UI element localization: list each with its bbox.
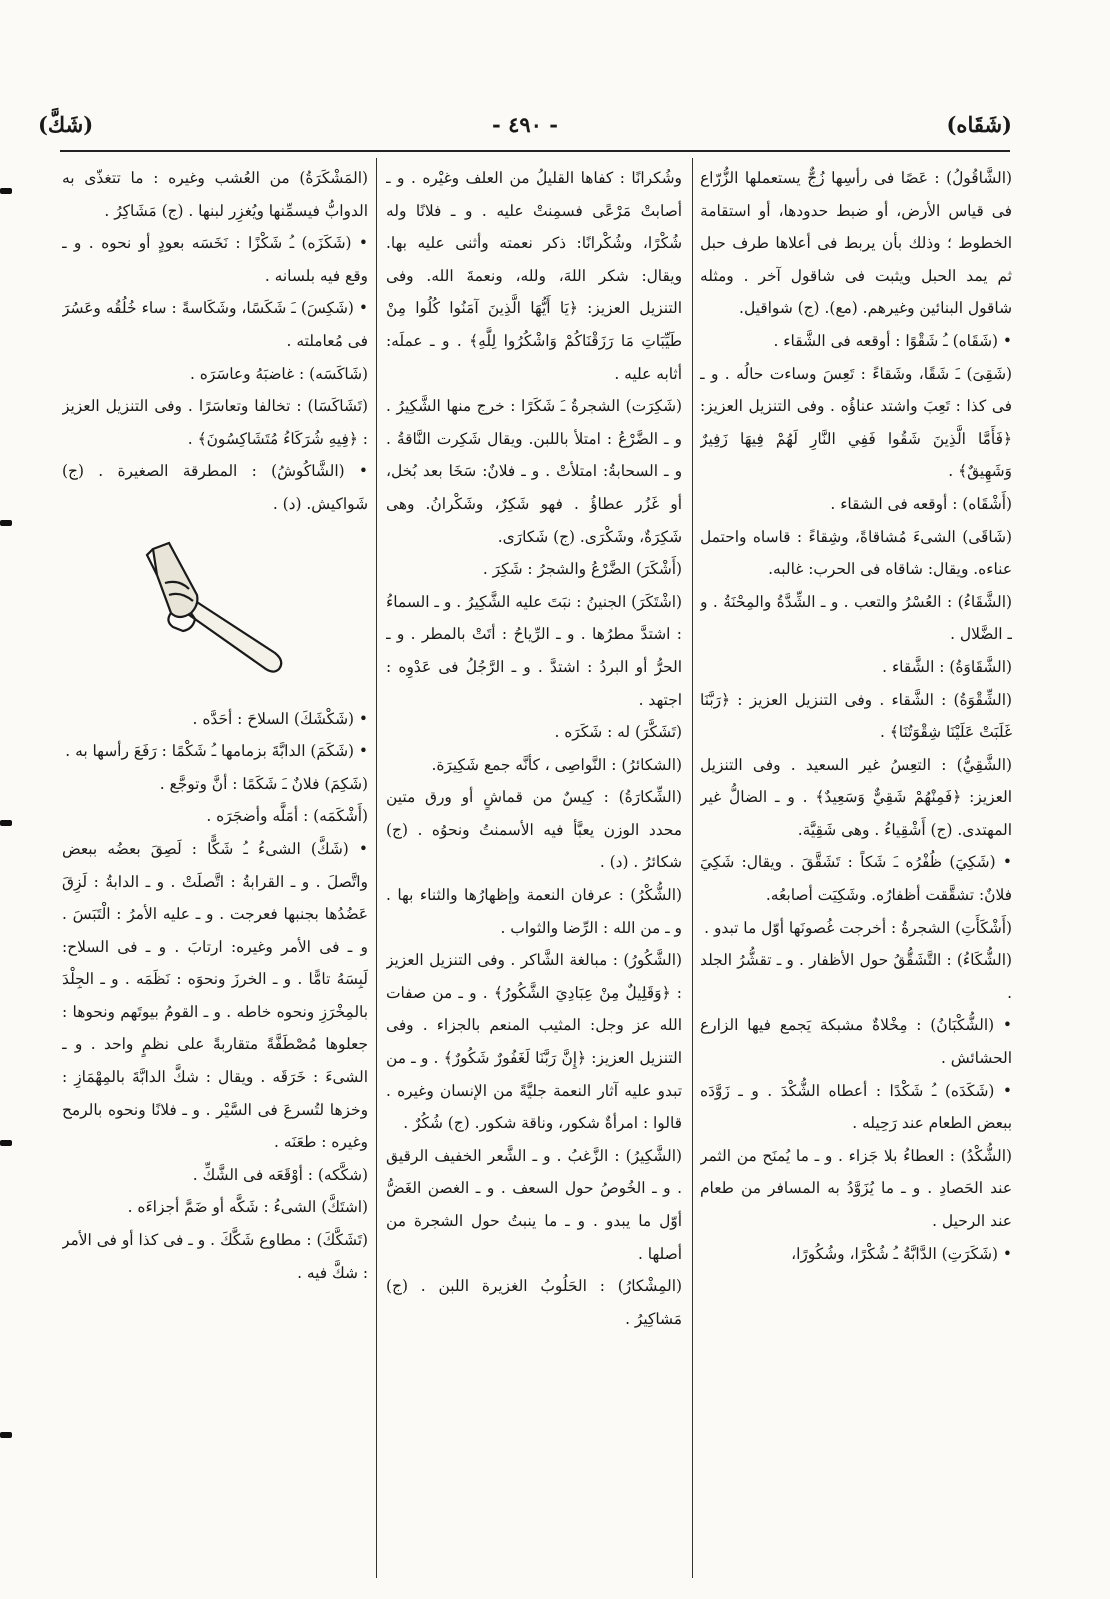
dictionary-entry: (تَشَكَّرَ) له : شَكَرَه . [554, 723, 682, 742]
column-right [700, 162, 1012, 1562]
hammer-icon [147, 543, 281, 672]
column-divider [376, 158, 377, 1578]
dictionary-entry: (اشْتَكَرَ) الجنينُ : نبَتَ عليه الشَّكِيرُ . و ـ السماءُ : اشتدَّ مطرُها . و ـ الرِّياحُ : أتَتْ بالمطر . و ـ الحرُّ أو البردُ : اشتدَّ . و ـ الرَّجُلُ فى عَدْوِه : اجتهد . [386, 592, 682, 709]
dictionary-entry: وشُكرانًا : كفاها القليلُ من العلف وغيْره . و ـ أصابتْ مَرْعًى فسمِنتْ عليه . و ـ فلانًا وله شُكْرًا، وشُكْرانًا: ذكر نعمته وأثنى عليه بها. ويقال: شكر اللهَ، ولله، ونعمةَ الله. وفى التنزيل العزيز: ﴿يَا أَيُّهَا الَّذِينَ آمَنُوا كُلُوا مِنْ طَيِّبَاتِ مَا رَزَقْنَاكُمْ وَاشْكُرُوا لِلَّهِ﴾ . و ـ عملَه: أثابه عليه . [386, 169, 682, 383]
dictionary-entry: (الشُّكْرُ) : عرفان النعمة وإظهارُها والثناء بها . و ـ من الله : الرِّضا والثواب . [386, 886, 682, 937]
dictionary-entry: (شكَّكه) : أوْقَعَه فى الشَّكِّ . [192, 1165, 368, 1184]
scan-edge-mark [0, 1140, 12, 1146]
dictionary-entry: (الشَّكُورُ) : مبالغة الشَّاكر . وفى التنزيل العزيز : ﴿وَقَلِيلٌ مِنْ عِبَادِيَ الشَّكُورُ﴾ . و ـ من صفات الله عز وجل: المثيب المنعم بالجزاء . وفى التنزيل العزيز: ﴿إِنَّ رَبَّنَا لَغَفُورٌ شَكُورٌ﴾ . و ـ من تبدو عليه آثار النعمة جليَّةً من الإنسان وغيره . قالوا : امرأةٌ شكور، وناقة شكور. (ج) شُكُرٌ . [386, 951, 682, 1133]
dictionary-entry: • (الشَّاكُوشُ) : المطرقة الصغيرة . (ج) شَواكيش. (د) . [62, 462, 368, 513]
scan-edge-mark [0, 820, 12, 826]
dictionary-entry: (أَشْكَرَ) الضَّرْعُ والشجرُ : شَكِرَ . [482, 560, 682, 579]
dictionary-entry: • (شَكَّ) الشىءُ ـُ شَكًّا : لَصِقَ بعضُه ببعض واتَّصلَ . و ـ القرابةُ : اتَّصلَتْ . و ـ الدابةُ : لَزِقَ عَضُدُها بجنبها فعرجت . و ـ عليه الأمرُ : الْتَبَسَ . و ـ فى الأمر وغيره: ارتابَ . و ـ فى السلاح: لَبِسَهُ تامًّا . و ـ الخرزَ ونحوَه : نَظَمَه . و ـ الجِلْدَ بالمِخْرَزِ ونحوه خاطه . و ـ القومُ بيوتَهم ونحوها : جعلوها مُصْطَفَّةً متقاربةً على نظمٍ واحد . و ـ الشىءَ : خَرَقَه . ويقال : شكَّ الدابَّةَ بالمِهْمَازِ : وخزها لتُسرعَ فى السَّيْر . و ـ فلانًا ونحوه بالرمح وغيره : طعَنَه . [62, 839, 368, 1152]
page-number: - ٤٩٠ - [492, 112, 558, 137]
dictionary-entry: (شَكِرَت) الشجرةُ ـَ شَكَرًا : خرج منها الشَّكِيرُ . و ـ الضَّرْعُ : امتلأ باللبن. ويقال شَكِرت النَّاقةُ . و ـ السحابةُ: امتلأتْ . و ـ فلانٌ: سَخَا بعد بُخل، أو غَزُر عطاؤُ . فهو شَكِرٌ، وشَكْرانُ. وهى شَكِرَةٌ، وشَكْرَى. (ج) شَكارَى. [386, 397, 682, 546]
page-header [38, 112, 1012, 142]
dictionary-entry: (الشُّكَاءُ) : التَّشَقُّقُ حول الأظفار . و ـ تقشُّرُ الجلد . [700, 951, 1012, 1002]
header-last-entry: (شَكَّ) [38, 112, 94, 137]
dictionary-entry: • (شَكَرَتِ) الدَّابَّةُ ـُ شُكْرًا، وشُكُورًا، [791, 1244, 1012, 1263]
dictionary-entry: (تَشَكَّكَ) : مطاوع شَكَّكَ . و ـ فى كذا أو فى الأمر : شكَّ فيه . [62, 1231, 368, 1282]
dictionary-entry: (الشَّقَاوَةُ) : الشَّقاء . [882, 657, 1012, 676]
dictionary-entry: (شَكِمَ) فلانٌ ـَ شَكَمًا : أنَّ وتوجَّع . [159, 774, 368, 793]
dictionary-entry: (اشتَكَّ) الشىءُ : شَكَّه أو ضَمَّ أجزاءَه . [127, 1198, 368, 1217]
dictionary-entry: • (شَقَاه) ـُ شَقْوًا : أوقعه فى الشَّقاء . [773, 331, 1012, 350]
dictionary-entry: (شَقِىَ) ـَ شَقًا، وشَقاءً : تَعِسَ وساءت حالُه . و ـ فى كذا : تَعِبَ واشتد عناؤُه . وفى التنزيل العزيز: ﴿فَأَمَّا الَّذِينَ شَقُوا فَفِي النَّارِ لَهُمْ فِيهَا زَفِيرٌ وَشَهِيقٌ﴾ . [700, 364, 1012, 481]
dictionary-entry: (الشَّاقُولُ) : عَصًا فى رأسِها زُجٌّ يستعملها الزُّرّاع فى قياس الأرض، أو ضبط حدودها، أو استقامة الخطوط ؛ وذلك بأن يربط فى أعلاها طرف حبل ثم يمد الحبل ويثبت فى شاقول آخر . ومثله شاقول البنائين وغيرهم. (مع). (ج) شواقيل. [700, 169, 1012, 318]
dictionary-entry: (أَشْكَأَتِ) الشجرةُ : أخرجت غُصونَها أوّل ما تبدو . [704, 918, 1012, 937]
dictionary-entry: (المِشْكارُ) : الحَلُوبُ الغزيرة اللبن . (ج) مَشاكِيرُ . [386, 1277, 682, 1328]
column-middle [386, 162, 682, 1562]
dictionary-entry: (الشُّكْدُ) : العطاءُ بلا جَزاء . و ـ ما يُمنَح من الثمر عند الحَصادِ . و ـ ما يُزَوَّدُ به المسافر من طعام عند الرحيل . [700, 1146, 1012, 1230]
dictionary-entry: (شَاقَى) الشىءَ مُشاقاةً، وشِقاءً : قاساه واحتمل عناءه. ويقال: شاقاه فى الحرب: غالبه. [700, 527, 1012, 579]
dictionary-entry: (الشَّقَاءُ) : العُسْرُ والتعب . و ـ الشِّدَّةُ والمِحْنَةُ . و ـ الضَّلال . [700, 592, 1012, 644]
scan-edge-mark [0, 1432, 12, 1438]
dictionary-entry: • (شَكِيَ) ظُفْرُه ـَ شَكاً : تَشَقَّقَ . ويقال: شَكِيَ فلانٌ: تشقَّقت أظفارُه. وشَكِيَت أصابعُه. [700, 853, 1012, 905]
dictionary-entry: (الشَّكِيرُ) : الزَّغبُ . و ـ الشَّعر الخفيف الرقيق . و ـ الخُوصُ حول السعف . و ـ الغصن الغَضُّ أوّل ما يبدو . و ـ ما ينبتُ حول الشجرة من أصلها . [386, 1146, 682, 1263]
hammer-illustration [135, 535, 295, 685]
dictionary-entry: (الشكائرُ) : النَّواصِى ، كأنَّه جمع شَكِيرَة. [431, 755, 682, 774]
dictionary-entry: (أَشْكَمَه) : أمَلَّه وأضجَرَه . [206, 807, 368, 826]
dictionary-entry: • (شَكْشَكَ) السلاحَ : أحَدَّه . [192, 709, 368, 728]
dictionary-entry: • (شَكَزَه) ـُ شَكْزًا : نَخَسَه بعودٍ أو نحوه . و ـ وقع فيه بلسانه . [62, 234, 368, 285]
dictionary-entry: (تَشَاكَسَا) : تخالفا وتعاسَرًا . وفى التنزيل العزيز : ﴿فِيهِ شُرَكَاءُ مُتَشَاكِسُونَ﴾ . [62, 397, 368, 448]
dictionary-entry: (الشِّكارَةُ) : كِيسٌ من قماشٍ أو ورق متين محدد الوزن يعبَّأ فيه الأسمنتُ ونحوُه . (ج) شكائرُ . (د) . [386, 788, 682, 872]
column-divider [692, 158, 693, 1578]
dictionary-entry: (أَشْقَاه) : أوقعه فى الشقاء . [830, 494, 1012, 513]
dictionary-entry: • (شَكَدَه) ـُ شَكْدًا : أعطاه الشُّكْدَ . و ـ زَوَّدَه ببعض الطعام عند رَحِيله . [700, 1081, 1012, 1133]
dictionary-entry: (المَشْكَرَةُ) من العُشب وغيره : ما تتغذّى به الدوابُّ فيسمِّنها ويُغزِر لبنها . (ج) مَشَاكِرُ . [62, 169, 368, 220]
header-first-entry: (شَقَاه) [946, 112, 1012, 137]
column-left [62, 162, 368, 1562]
dictionary-entry: (الشِّقْوَةُ) : الشَّقاء . وفى التنزيل العزيز : ﴿رَبَّنَا غَلَبَتْ عَلَيْنَا شِقْوَتُنَا﴾ . [700, 690, 1012, 742]
dictionary-entry: • (الشُّكْبَانُ) : مِخْلاةٌ مشبكة يَجمع فيها الزارع الحشائش . [700, 1016, 1012, 1068]
scan-edge-mark [0, 188, 12, 194]
header-rule [60, 150, 1010, 152]
dictionary-entry: • (شَكَمَ) الدابَّةَ بزمامها ـُ شَكْمًا : رَفَعَ رأسها به . [65, 742, 368, 761]
dictionary-entry: (شَاكَسَه) : غاضبَهُ وعاسَرَه . [189, 364, 368, 383]
dictionary-entry: • (شَكِسَ) ـَ شَكَسًا، وشَكَاسةً : ساء خُلُقُه وعَسُرَ فى مُعاملته . [62, 299, 368, 350]
dictionary-entry: (الشَّقِيُّ) : التعِسُ غير السعيد . وفى التنزيل العزيز: ﴿فَمِنْهُمْ شَقِيٌّ وَسَعِيدٌ﴾ . و ـ الضالُّ غير المهتدى. (ج) أَشْقِياءُ . وهى شَقِيَّة. [700, 755, 1012, 839]
scan-edge-mark [0, 520, 12, 526]
